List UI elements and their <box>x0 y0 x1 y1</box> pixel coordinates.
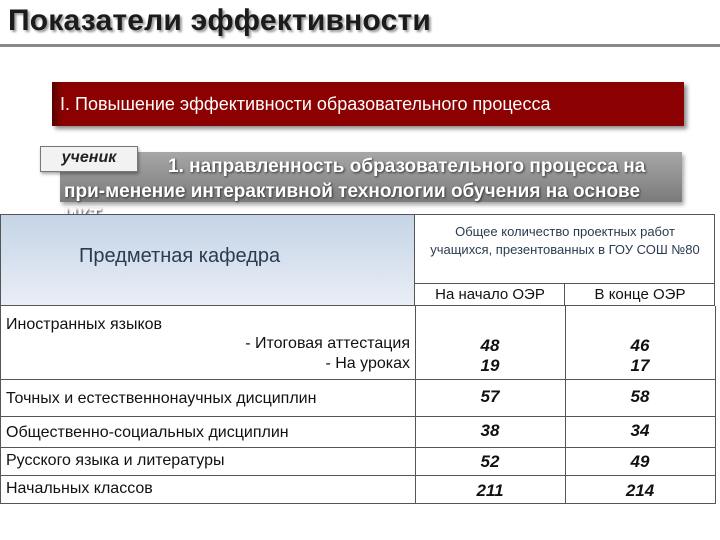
row-name: Точных и естественнонаучных дисциплин <box>6 390 317 407</box>
header-end-label: В конце ОЭР <box>594 286 686 303</box>
value-end: 46 <box>630 336 650 355</box>
header-start <box>415 284 565 306</box>
column-divider <box>715 306 716 504</box>
header-start-label: На начало ОЭР <box>435 286 545 303</box>
row-divider <box>0 503 715 504</box>
row-divider <box>0 416 715 417</box>
row-subname: - Итоговая аттестация <box>245 335 410 352</box>
value-start: 38 <box>480 421 500 440</box>
value-end: 214 <box>625 481 655 500</box>
row-subname: - На уроках <box>325 355 410 372</box>
value-start: 19 <box>480 356 500 375</box>
role-tag: ученик <box>40 146 138 172</box>
value-start: 211 <box>476 481 504 500</box>
value-end: 49 <box>630 452 650 471</box>
criterion-box <box>60 152 682 202</box>
value-start: 52 <box>480 452 500 471</box>
header-projects <box>415 214 715 284</box>
row-name: Русского языка и литературы <box>6 452 225 469</box>
banner-text: I. Повышение эффективности образовательного процесса <box>60 94 551 114</box>
header-end <box>565 284 715 306</box>
title-divider <box>0 44 720 47</box>
header-department <box>0 214 415 306</box>
page-title: Показатели эффективности <box>8 4 431 37</box>
header-department-label: Предметная кафедра <box>79 245 281 267</box>
value-start: 48 <box>480 336 500 355</box>
section-banner <box>52 82 684 126</box>
results-table <box>0 214 715 504</box>
row-divider <box>0 447 715 448</box>
row-name: Иностранных языков <box>6 316 163 333</box>
criterion-text: 1. направленность образовательного процесса на при-менение интерактивной технологии обучения на основе <box>64 156 646 202</box>
value-end: 17 <box>630 356 650 375</box>
row-name: Начальных классов <box>6 480 153 497</box>
row-divider <box>0 379 715 380</box>
row-name: Общественно-социальных дисциплин <box>6 424 289 441</box>
value-start: 57 <box>480 387 500 406</box>
row-divider <box>0 475 715 476</box>
value-end: 34 <box>630 421 650 440</box>
header-projects-label: Общее количество проектных работ учащихся, презентованных в ГОУ СОШ №80 <box>430 224 700 257</box>
value-end: 58 <box>630 387 650 406</box>
